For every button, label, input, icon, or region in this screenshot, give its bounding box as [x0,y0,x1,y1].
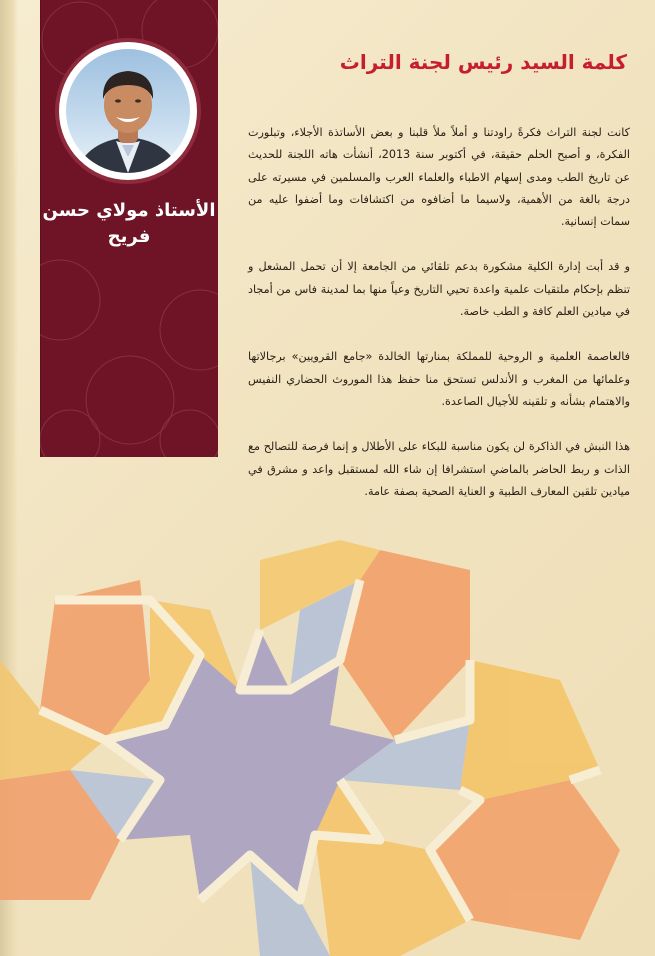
paragraph: هذا النبش في الذاكرة لن يكون مناسبة للبكاء على الأطلال و إنما فرصة للتصالح مع الذات و ربط الحاضر بالماضي استشرافا إن شاء الله لمستقبل واعد و مشرق في ميادين تلقين المعارف الطبية و العناية الصحية بصفة عامة. [248,440,630,498]
paragraph: فالعاصمة العلمية و الروحية للمملكة بمنارتها الخالدة «جامع القرويين» برجالاتها وعلمائها من المغرب و الأندلس تستحق منا حفظ هذا الموروث الحضاري النفيس والاهتمام بشأنه و تلقينه للأجيال الصاعدة. [248,350,630,408]
author-sidebar [40,0,218,457]
portrait-photo [66,49,190,173]
paragraph: كانت لجنة التراث فكرةً راودتنا و أملاً ملأ قلبنا و بعض الأساتذة الأجلاء، وتبلورت الفكرة، و أصبح الحلم حقيقة، في أكتوبر سنة 2013، أنشأت هاته اللجنة للحديث عن تاريخ الطب ومدى إسهام الاطباء والعلماء العرب والمسلمين في مسيرته على درجة بالغة من الأهمية، ولاسيما ما أضافوه من اكتشافات وما أضفوا عليه من سمات إنسانية. [248,126,630,229]
author-name-line-2: فريح [107,226,151,247]
paragraph: و قد أبت إدارة الكلية مشكورة بدعم تلقائي من الجامعة إلا أن تحمل المشعل و تنظم بإحكام ملتقيات علمية واعدة تحيي التاريخ وعياً منها بما لمدينة فاس من أمجاد في ميادين العلم كافة و الطب خاصة. [248,260,630,319]
author-portrait [59,42,197,180]
author-name [40,198,218,250]
page-title: كلمة السيد رئيس لجنة التراث [339,50,627,74]
author-name-line-1: الأستاذ مولاي حسن [42,200,216,221]
speech-body [248,122,630,526]
geometric-star-pattern [0,540,655,956]
